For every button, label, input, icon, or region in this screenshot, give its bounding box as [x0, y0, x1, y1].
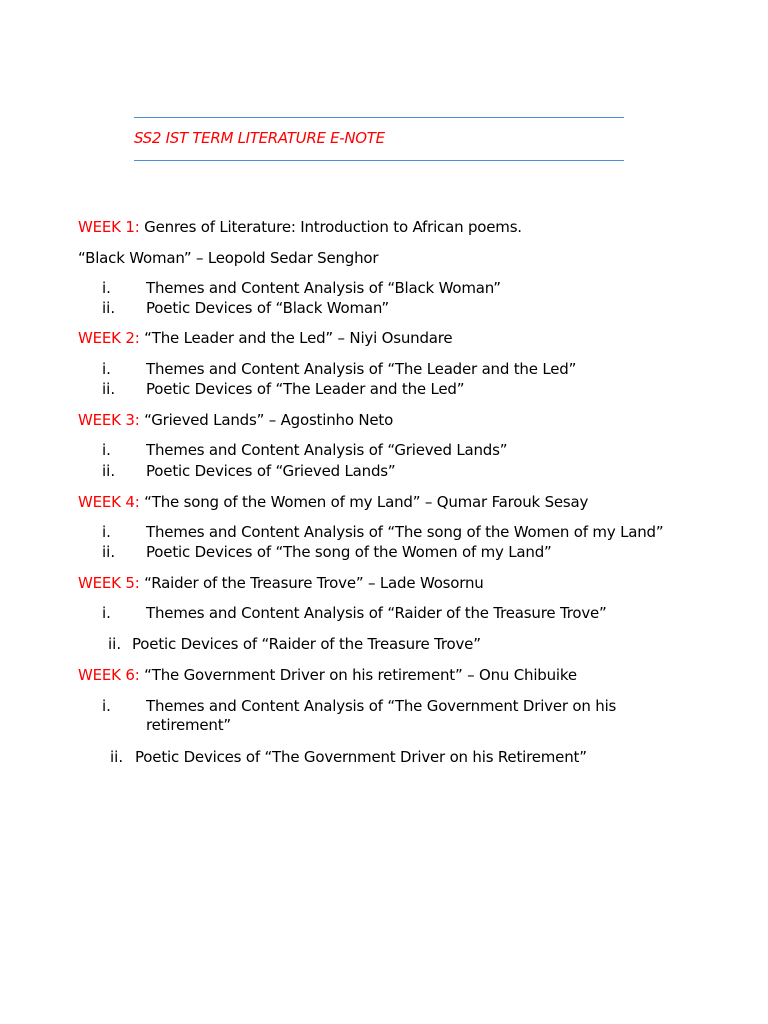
list-item-text: Themes and Content Analysis of “The Leader and the Led” — [146, 360, 577, 378]
week-3-label: WEEK 3: — [78, 411, 140, 429]
document-title: SS2 IST TERM LITERATURE E-NOTE — [134, 129, 385, 147]
list-item-text: Themes and Content Analysis of “The Government Driver on his — [146, 697, 617, 715]
week-2-heading — [78, 328, 452, 348]
list-item-number: ii. — [102, 543, 116, 561]
week-5-topic: “Raider of the Treasure Trove” – Lade Wosornu — [139, 574, 484, 592]
week-3-heading — [78, 410, 393, 430]
week-5-heading — [78, 573, 484, 593]
week-6-label: WEEK 6: — [78, 666, 140, 684]
list-item-number: ii. — [110, 748, 124, 766]
list-item-text: Themes and Content Analysis of “Black Woman” — [146, 279, 501, 297]
week-6-topic: “The Government Driver on his retirement” – Onu Chibuike — [139, 666, 577, 684]
week-1-heading — [78, 217, 522, 237]
week-1-poem: “Black Woman” – Leopold Sedar Senghor — [78, 249, 379, 267]
week-4-topic: “The song of the Women of my Land” – Qumar Farouk Sesay — [139, 493, 589, 511]
list-item-number: i. — [102, 441, 111, 459]
list-item-text: Themes and Content Analysis of “The song of the Women of my Land” — [146, 523, 664, 541]
list-item-text: Themes and Content Analysis of “Raider of the Treasure Trove” — [146, 604, 607, 622]
week-1-topic: Genres of Literature: Introduction to African poems. — [139, 218, 522, 236]
week-2-topic: “The Leader and the Led” – Niyi Osundare — [139, 329, 453, 347]
list-item-number: i. — [102, 523, 111, 541]
list-item-text: Poetic Devices of “Grieved Lands” — [146, 462, 396, 480]
list-item-text: Poetic Devices of “The song of the Women of my Land” — [146, 543, 552, 561]
week-4-label: WEEK 4: — [78, 493, 140, 511]
list-item-number: ii. — [102, 380, 116, 398]
week-5-label: WEEK 5: — [78, 574, 140, 592]
list-item-text-continued: retirement” — [146, 716, 231, 734]
list-item-text: Poetic Devices of “The Government Driver on his Retirement” — [135, 748, 587, 766]
list-item-number: i. — [102, 697, 111, 715]
list-item-text: Themes and Content Analysis of “Grieved Lands” — [146, 441, 508, 459]
week-1-label: WEEK 1: — [78, 218, 140, 236]
week-2-label: WEEK 2: — [78, 329, 140, 347]
list-item-number: i. — [102, 360, 111, 378]
list-item-number: i. — [102, 604, 111, 622]
week-6-heading — [78, 665, 577, 685]
list-item-number: ii. — [102, 299, 116, 317]
list-item-number: ii. — [102, 462, 116, 480]
list-item-text: Poetic Devices of “Black Woman” — [146, 299, 389, 317]
title-top-rule — [134, 117, 624, 118]
list-item-number: i. — [102, 279, 111, 297]
list-item-number: ii. — [108, 635, 122, 653]
week-3-topic: “Grieved Lands” – Agostinho Neto — [139, 411, 394, 429]
week-4-heading — [78, 492, 588, 512]
list-item-text: Poetic Devices of “Raider of the Treasure Trove” — [132, 635, 481, 653]
list-item-text: Poetic Devices of “The Leader and the Led” — [146, 380, 465, 398]
title-bottom-rule — [134, 160, 624, 161]
